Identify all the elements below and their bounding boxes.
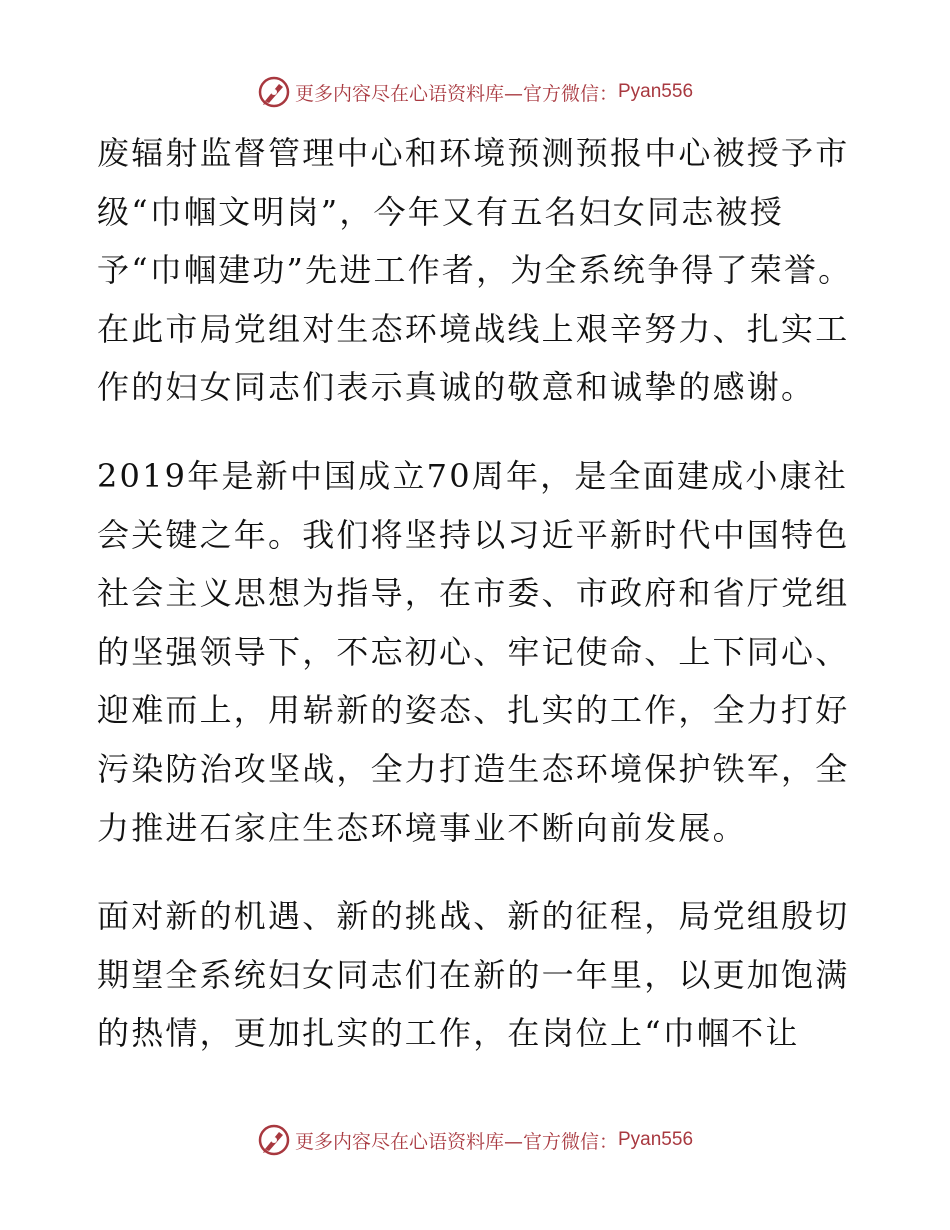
watermark-wechat-id: Pyan556 [618, 81, 694, 102]
paragraph-3: 面对新的机遇、新的挑战、新的征程，局党组殷切期望全系统妇女同志们在新的一年里，以更加饱满的热情，更加扎实的工作，在岗位上“巾帼不让 [97, 897, 850, 1053]
pen-logo-icon [257, 75, 291, 109]
watermark-wechat-id: Pyan556 [618, 1129, 694, 1150]
paragraph-1: 废辐射监督管理中心和环境预测预报中心被授予市级“巾帼文明岗”，今年又有五名妇女同志被授予“巾帼建功”先进工作者，为全系统争得了荣誉。在此市局党组对生态环境战线上艰辛努力、扎实工作的妇女同志们表示真诚的敬意和诚挚的感谢。 [97, 134, 853, 407]
watermark-text: 更多内容尽在心语资料库—官方微信： [294, 82, 618, 105]
pen-logo-icon [257, 1123, 291, 1157]
footer-watermark [0, 1120, 950, 1160]
paragraph-2: 2019年是新中国成立70周年，是全面建成小康社会关键之年。我们将坚持以习近平新时代中国特色社会主义思想为指导，在市委、市政府和省厅党组的坚强领导下，不忘初心、牢记使命、上下同心、迎难而上，用崭新的姿态、扎实的工作，全力打好污染防治攻坚战，全力打造生态环境保护铁军，全力推进石家庄生态环境事业不断向前发展。 [97, 456, 850, 847]
header-watermark [0, 72, 950, 112]
document-body [97, 124, 857, 1063]
watermark-text: 更多内容尽在心语资料库—官方微信： [294, 1130, 618, 1153]
